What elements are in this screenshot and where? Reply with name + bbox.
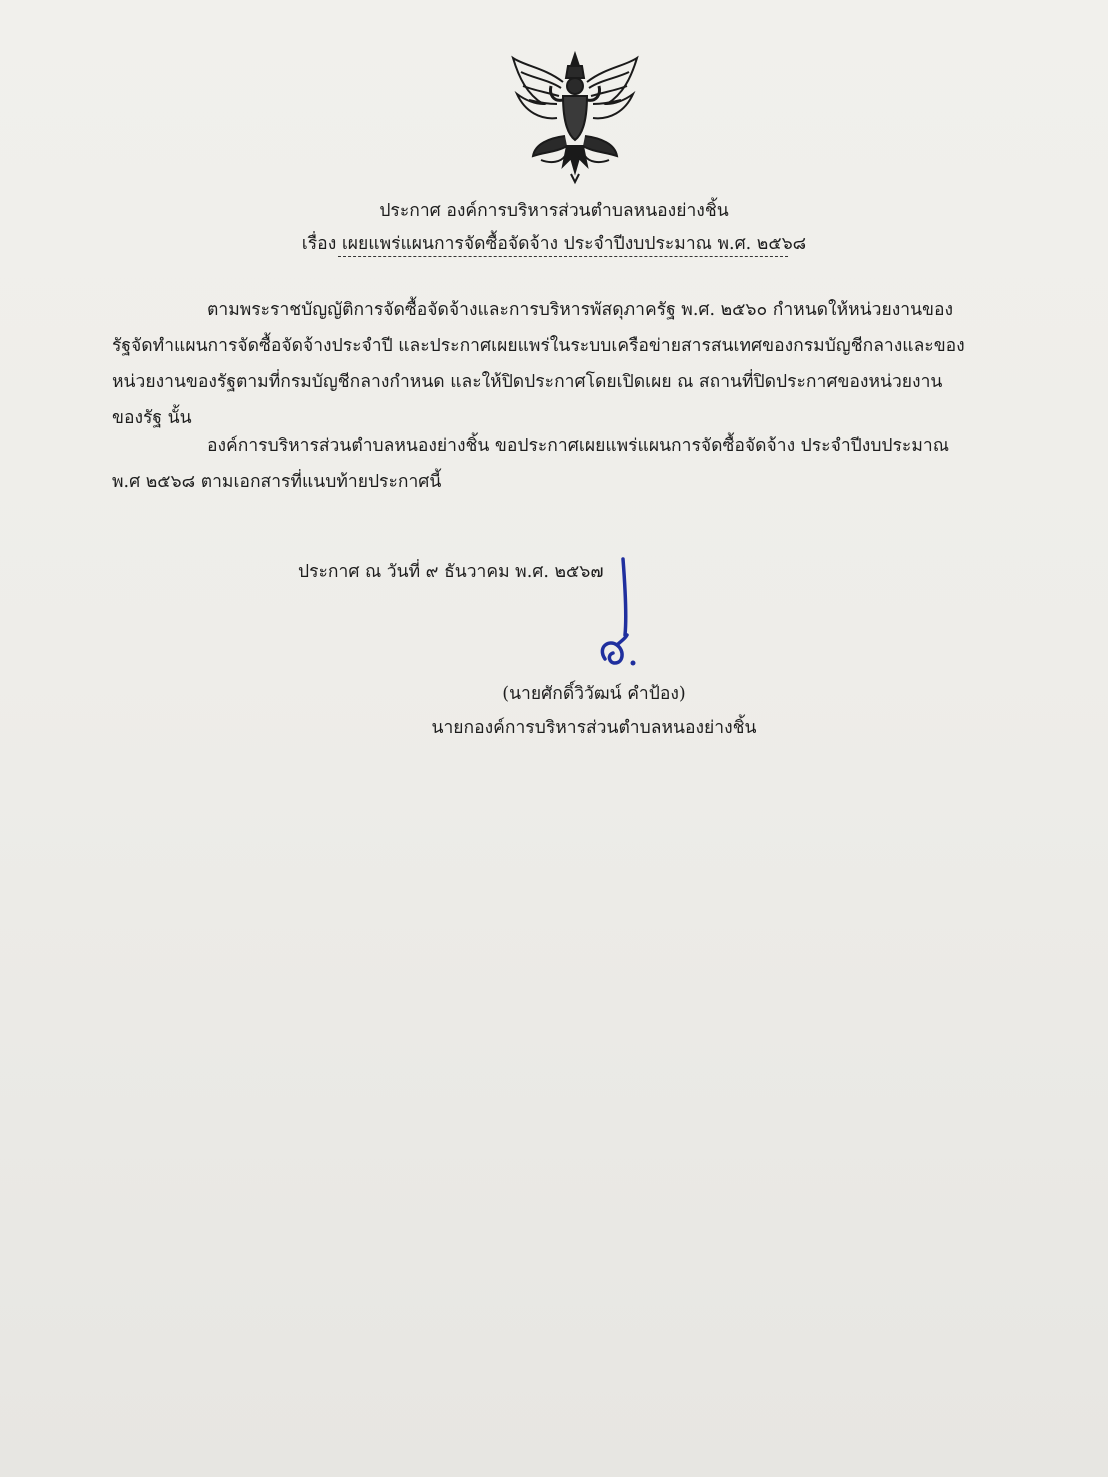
signer-position: นายกองค์การบริหารส่วนตำบลหนองย่างชิ้น xyxy=(431,718,757,738)
paragraph-1-line: รัฐจัดทำแผนการจัดซื้อจัดจ้างประจำปี และประกาศเผยแพร่ในระบบเครือข่ายสารสนเทศของกรมบัญชีกลางและของ xyxy=(112,336,965,356)
announcement-date: ประกาศ ณ วันที่ ๙ ธันวาคม พ.ศ. ๒๕๖๗ xyxy=(298,562,604,582)
paragraph-1-line: หน่วยงานของรัฐตามที่กรมบัญชีกลางกำหนด และให้ปิดประกาศโดยเปิดเผย ณ สถานที่ปิดประกาศของหน่วยงาน xyxy=(112,372,943,392)
handwritten-signature xyxy=(575,555,645,675)
paragraph-1-line: ของรัฐ นั้น xyxy=(112,408,192,428)
subject-underline xyxy=(338,256,788,257)
paragraph-2-line: องค์การบริหารส่วนตำบลหนองย่างชิ้น ขอประกาศเผยแพร่แผนการจัดซื้อจัดจ้าง ประจำปีงบประมาณ xyxy=(207,436,949,456)
garuda-emblem-icon xyxy=(505,48,645,186)
paragraph-1-line: ตามพระราชบัญญัติการจัดซื้อจัดจ้างและการบริหารพัสดุภาครัฐ พ.ศ. ๒๕๖๐ กำหนดให้หน่วยงานของ xyxy=(207,300,954,320)
subject-text: เผยแพร่แผนการจัดซื้อจัดจ้าง ประจำปีงบประมาณ พ.ศ. ๒๕๖๘ xyxy=(341,234,807,254)
subject-prefix: เรื่อง xyxy=(301,234,337,254)
paragraph-2-line: พ.ศ ๒๕๖๘ ตามเอกสารที่แนบท้ายประกาศนี้ xyxy=(112,472,442,492)
paragraph-1 xyxy=(112,294,1012,438)
document-title: ประกาศ องค์การบริหารส่วนตำบลหนองย่างชิ้น xyxy=(379,201,729,221)
paragraph-2 xyxy=(112,430,1012,502)
signer-name: (นายศักดิ์วิวัฒน์ คำป้อง) xyxy=(502,684,686,704)
